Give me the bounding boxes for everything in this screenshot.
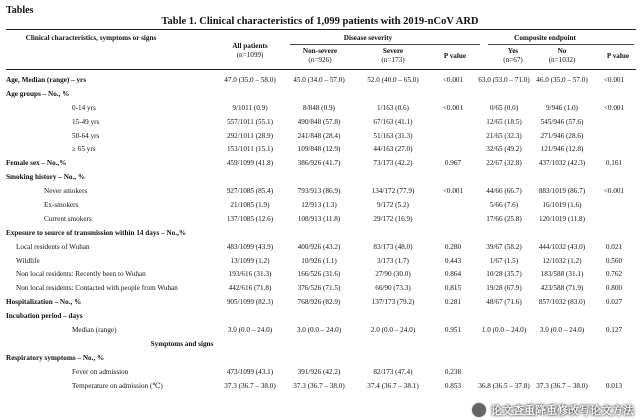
cell-no: 37.3 (36.7 – 38.0) xyxy=(536,381,588,390)
cell-no: 545/946 (57.6) xyxy=(540,117,584,126)
cell-sv xyxy=(356,170,430,184)
cell-all: 21/1085 (1.9) xyxy=(230,200,270,209)
table-row xyxy=(6,73,636,87)
cell-yes xyxy=(476,337,532,351)
cell-yes: 44/66 (66.7) xyxy=(486,187,522,196)
cell-sv xyxy=(356,351,430,365)
cell-yes xyxy=(476,87,532,101)
cell-all: 37.3 (36.7 – 38.0) xyxy=(224,381,276,390)
cell-all: 47.0 (35.0 – 58.0) xyxy=(224,75,276,84)
cell-p1 xyxy=(430,129,476,143)
cell-p1 xyxy=(430,212,476,226)
cell-all xyxy=(218,337,282,351)
table-row xyxy=(6,365,636,379)
cell-sv: 51/163 (31.3) xyxy=(373,131,413,140)
severity-subrule xyxy=(290,44,480,45)
cell-all: 137/1085 (12.6) xyxy=(226,214,274,223)
cell-p2: 0.161 xyxy=(605,159,623,168)
cell-p1 xyxy=(430,142,476,156)
cell-yes: 10/28 (35.7) xyxy=(486,270,522,279)
table-row xyxy=(6,115,636,129)
header-characteristic: Clinical characteristics, symptoms or signs xyxy=(25,34,157,42)
row-label: Non local residents: Recently been to Wuhan xyxy=(16,270,146,279)
cell-yes xyxy=(476,170,532,184)
cell-sv: 67/163 (41.1) xyxy=(373,117,413,126)
header-yes: Yes (n=67) xyxy=(503,47,523,64)
cell-ns: 12/913 (1.3) xyxy=(301,200,337,209)
composite-subrule xyxy=(488,44,634,45)
cell-yes: 5/66 (7.6) xyxy=(489,200,519,209)
cell-no: 423/588 (71.9) xyxy=(540,284,584,293)
cell-all: 483/1099 (43.9) xyxy=(226,242,274,251)
cell-no xyxy=(532,87,592,101)
cell-all: 905/1099 (82.3) xyxy=(226,298,274,307)
cell-p1 xyxy=(430,170,476,184)
cell-ns: 376/526 (71.5) xyxy=(297,284,341,293)
cell-p1 xyxy=(430,198,476,212)
table-row xyxy=(6,240,636,254)
row-label: Non local residents: Contacted with people from Wuhan xyxy=(16,284,178,293)
cell-ns xyxy=(282,351,356,365)
table-row xyxy=(6,295,636,309)
cell-yes: 17/66 (25.8) xyxy=(486,214,522,223)
cell-all xyxy=(218,309,282,323)
cell-no: 120/1019 (11.8) xyxy=(538,214,586,223)
header-nonsevere: Non-severe (n=926) xyxy=(302,47,338,64)
cell-yes: 1/67 (1.5) xyxy=(489,256,519,265)
cell-no xyxy=(532,170,592,184)
cell-yes: 32/65 (49.2) xyxy=(486,145,522,154)
cell-ns: 109/848 (12.9) xyxy=(297,145,341,154)
table-row xyxy=(6,156,636,170)
cell-p2: 0.800 xyxy=(605,284,623,293)
row-label: Exposure to source of transmission within 14 days – No.,% xyxy=(6,228,187,237)
table-row xyxy=(6,129,636,143)
cell-sv: 44/163 (27.0) xyxy=(373,145,413,154)
row-label: Incubation period – days xyxy=(6,312,83,321)
cell-p2 xyxy=(592,129,636,143)
cell-p1: 0.281 xyxy=(444,298,462,307)
cell-no: 271/946 (28.6) xyxy=(540,131,584,140)
table-row xyxy=(6,351,636,365)
row-label: Local residents of Wuhan xyxy=(16,242,90,251)
cell-p1: 0.238 xyxy=(444,367,462,376)
cell-all xyxy=(218,170,282,184)
cell-p2 xyxy=(592,170,636,184)
header-disease-severity: Disease severity xyxy=(343,34,393,42)
row-label: 15-49 yrs xyxy=(72,117,100,126)
cell-p2: <0.001 xyxy=(603,187,625,196)
cell-yes xyxy=(476,226,532,240)
cell-no: 883/1019 (86.7) xyxy=(538,187,586,196)
cell-no: 444/1032 (43.0) xyxy=(538,242,586,251)
cell-all xyxy=(218,87,282,101)
cell-p2: 0.027 xyxy=(605,298,623,307)
header-bottom-rule xyxy=(6,69,636,70)
cell-yes: 48/67 (71.6) xyxy=(486,298,522,307)
cell-ns: 400/926 (43.2) xyxy=(297,242,341,251)
cell-p2: 0.021 xyxy=(605,242,623,251)
cell-p2 xyxy=(592,309,636,323)
cell-p2 xyxy=(592,351,636,365)
cell-sv xyxy=(356,337,430,351)
watermark xyxy=(471,402,634,418)
row-label: 50-64 yrs xyxy=(72,131,100,140)
cell-no: 9/946 (1.0) xyxy=(546,103,578,112)
row-label: Smoking history – No., % xyxy=(6,173,86,182)
cell-ns: 391/926 (42.2) xyxy=(297,367,341,376)
row-label: ≥ 65 yrs xyxy=(72,145,96,154)
table-row xyxy=(6,170,636,184)
table-row xyxy=(6,142,636,156)
wechat-logo-icon xyxy=(471,402,487,418)
cell-no: 857/1032 (83.0) xyxy=(538,298,586,307)
row-label: Respiratory symptoms – No., % xyxy=(6,353,105,362)
cell-all: 9/1011 (0.9) xyxy=(232,103,268,112)
cell-ns: 490/848 (57.8) xyxy=(297,117,341,126)
cell-yes xyxy=(476,351,532,365)
cell-sv: 134/172 (77.9) xyxy=(371,187,415,196)
cell-yes xyxy=(476,365,532,379)
cell-p2: <0.001 xyxy=(603,75,625,84)
cell-sv: 82/173 (47.4) xyxy=(373,367,413,376)
cell-p1 xyxy=(430,309,476,323)
cell-no: 46.0 (35.0 – 57.0) xyxy=(536,75,588,84)
cell-sv: 9/172 (5.2) xyxy=(377,200,409,209)
cell-all: 927/1085 (85.4) xyxy=(226,187,274,196)
cell-p2 xyxy=(592,115,636,129)
cell-no xyxy=(532,309,592,323)
cell-sv: 73/173 (42.2) xyxy=(373,159,413,168)
cell-p1: 0.967 xyxy=(444,159,462,168)
top-rule xyxy=(6,29,636,30)
table-row xyxy=(6,198,636,212)
cell-sv: 52.0 (40.0 – 65.0) xyxy=(367,75,419,84)
cell-ns: 108/913 (11.8) xyxy=(297,214,341,223)
table-row xyxy=(6,267,636,281)
header-all-patients: All patients (n=1099) xyxy=(232,42,268,59)
cell-ns: 241/848 (28.4) xyxy=(297,131,341,140)
cell-yes: 0/65 (0.0) xyxy=(489,103,519,112)
header-pvalue-2: P value xyxy=(606,52,630,60)
header-severe: Severe (n=173) xyxy=(381,47,405,64)
cell-no: 183/588 (31.1) xyxy=(540,270,584,279)
cell-sv: 83/173 (48.0) xyxy=(373,242,413,251)
cell-p1 xyxy=(430,337,476,351)
cell-ns xyxy=(282,170,356,184)
cell-all xyxy=(218,351,282,365)
cell-p2: 0.013 xyxy=(605,381,623,390)
cell-p1: 0.864 xyxy=(444,270,462,279)
cell-p2: <0.001 xyxy=(603,103,625,112)
cell-p2 xyxy=(592,198,636,212)
cell-all: 473/1099 (43.1) xyxy=(226,367,274,376)
data-table xyxy=(6,73,636,392)
cell-yes: 36.8 (36.5 – 37.8) xyxy=(478,381,530,390)
cell-ns: 3.0 (0.0 – 24.0) xyxy=(296,325,342,334)
cell-p1: 0.951 xyxy=(444,325,462,334)
cell-sv: 1/163 (0.6) xyxy=(377,103,409,112)
table-row xyxy=(6,309,636,323)
table-row xyxy=(6,101,636,115)
cell-ns: 386/926 (41.7) xyxy=(297,159,341,168)
table-row xyxy=(6,226,636,240)
row-label: Wildlife xyxy=(16,256,40,265)
cell-ns xyxy=(282,309,356,323)
cell-sv: 29/172 (16.9) xyxy=(373,214,413,223)
row-label: Ex-smokers xyxy=(44,200,79,209)
cell-no xyxy=(532,337,592,351)
row-label: Median (range) xyxy=(72,325,117,334)
cell-ns: 166/526 (31.6) xyxy=(297,270,341,279)
cell-yes: 12/65 (18.5) xyxy=(486,117,522,126)
cell-ns xyxy=(282,87,356,101)
cell-sv: 2.0 (0.0 – 24.0) xyxy=(370,325,416,334)
cell-yes xyxy=(476,309,532,323)
cell-ns: 8/848 (0.9) xyxy=(303,103,335,112)
cell-all: 459/1099 (41.8) xyxy=(226,159,274,168)
cell-no xyxy=(532,351,592,365)
header-composite-endpoint: Composite endpoint xyxy=(514,34,576,42)
cell-all: 557/1011 (55.1) xyxy=(226,117,274,126)
cell-p2 xyxy=(592,337,636,351)
cell-p1: 0.815 xyxy=(444,284,462,293)
row-label: Hospitalization – No., % xyxy=(6,298,82,307)
section-label: Tables xyxy=(6,5,34,16)
cell-p1: 0.853 xyxy=(444,381,462,390)
cell-ns xyxy=(282,226,356,240)
cell-p1 xyxy=(430,226,476,240)
cell-p1: 0.443 xyxy=(444,256,462,265)
cell-p2 xyxy=(592,87,636,101)
cell-all: 13/1099 (1.2) xyxy=(230,256,270,265)
table-row xyxy=(6,184,636,198)
cell-p1: <0.001 xyxy=(442,187,464,196)
cell-p2 xyxy=(592,226,636,240)
cell-ns: 45.0 (34.0 – 57.0) xyxy=(293,75,345,84)
cell-no: 12/1032 (1.2) xyxy=(542,256,582,265)
table-row xyxy=(6,281,636,295)
cell-sv: 137/173 (79.2) xyxy=(371,298,415,307)
row-label: Age, Median (range) – yrs xyxy=(6,75,87,84)
row-label: Fever on admission xyxy=(72,367,129,376)
table-row xyxy=(6,212,636,226)
cell-ns: 10/926 (1.1) xyxy=(301,256,337,265)
cell-p2 xyxy=(592,212,636,226)
cell-no xyxy=(532,226,592,240)
cell-ns xyxy=(282,337,356,351)
cell-no xyxy=(532,365,592,379)
cell-p2: 0.762 xyxy=(605,270,623,279)
table-row xyxy=(6,379,636,393)
cell-sv xyxy=(356,309,430,323)
cell-p2: 0.560 xyxy=(605,256,623,265)
cell-p2: 0.127 xyxy=(605,325,623,334)
cell-yes: 63.0 (53.0 – 71.0) xyxy=(478,75,530,84)
cell-p1 xyxy=(430,351,476,365)
cell-yes: 22/67 (32.8) xyxy=(486,159,522,168)
cell-p1 xyxy=(430,87,476,101)
table-row xyxy=(6,337,636,351)
cell-yes: 39/67 (58.2) xyxy=(486,242,522,251)
cell-ns: 37.3 (36.7 – 38.0) xyxy=(293,381,345,390)
cell-ns: 768/926 (82.9) xyxy=(297,298,341,307)
row-label: Never smokers xyxy=(44,187,88,196)
cell-no: 16/1019 (1.6) xyxy=(542,200,582,209)
cell-all: 153/1011 (15.1) xyxy=(226,145,274,154)
cell-sv xyxy=(356,226,430,240)
cell-all: 3.0 (0.0 – 24.0) xyxy=(227,325,273,334)
row-label: Temperature on admission (℃) xyxy=(72,382,163,391)
cell-all xyxy=(218,226,282,240)
table-title: Table 1. Clinical characteristics of 1,099 patients with 2019-nCoV ARD xyxy=(161,16,479,27)
cell-all: 442/616 (71.8) xyxy=(228,284,272,293)
cell-ns: 793/913 (86.9) xyxy=(297,187,341,196)
cell-p1: <0.001 xyxy=(442,103,464,112)
cell-no: 121/946 (12.8) xyxy=(540,145,584,154)
cell-sv: 27/90 (30.0) xyxy=(375,270,411,279)
row-label: Symptoms and signs xyxy=(150,339,214,348)
row-label: Female sex – No.,% xyxy=(6,159,67,168)
cell-p1 xyxy=(430,115,476,129)
cell-sv: 37.4 (36.7 – 38.1) xyxy=(367,381,419,390)
cell-yes: 1.0 (0.0 – 24.0) xyxy=(481,325,527,334)
cell-all: 193/616 (31.3) xyxy=(228,270,272,279)
header-pvalue-1: P value xyxy=(443,52,467,60)
cell-p2 xyxy=(592,142,636,156)
row-label: Age groups – No., % xyxy=(6,89,70,98)
cell-p1: <0.001 xyxy=(442,75,464,84)
row-label: Current smokers xyxy=(44,214,92,223)
cell-yes: 21/65 (32.3) xyxy=(486,131,522,140)
header-no: No (n=1032) xyxy=(548,47,576,64)
cell-p1: 0.280 xyxy=(444,242,462,251)
cell-p2 xyxy=(592,365,636,379)
cell-sv: 66/90 (73.3) xyxy=(375,284,411,293)
row-label: 0-14 yrs xyxy=(72,103,96,112)
cell-sv xyxy=(356,87,430,101)
watermark-text: 论文查重降重修改写论文方法 xyxy=(491,404,634,417)
cell-no: 437/1032 (42.3) xyxy=(538,159,586,168)
table-row xyxy=(6,87,636,101)
cell-sv: 3/173 (1.7) xyxy=(377,256,409,265)
table-row xyxy=(6,323,636,337)
cell-yes: 19/28 (67.9) xyxy=(486,284,522,293)
cell-no: 3.0 (0.0 – 24.0) xyxy=(539,325,585,334)
cell-all: 292/1011 (28.9) xyxy=(226,131,274,140)
table-row xyxy=(6,254,636,268)
